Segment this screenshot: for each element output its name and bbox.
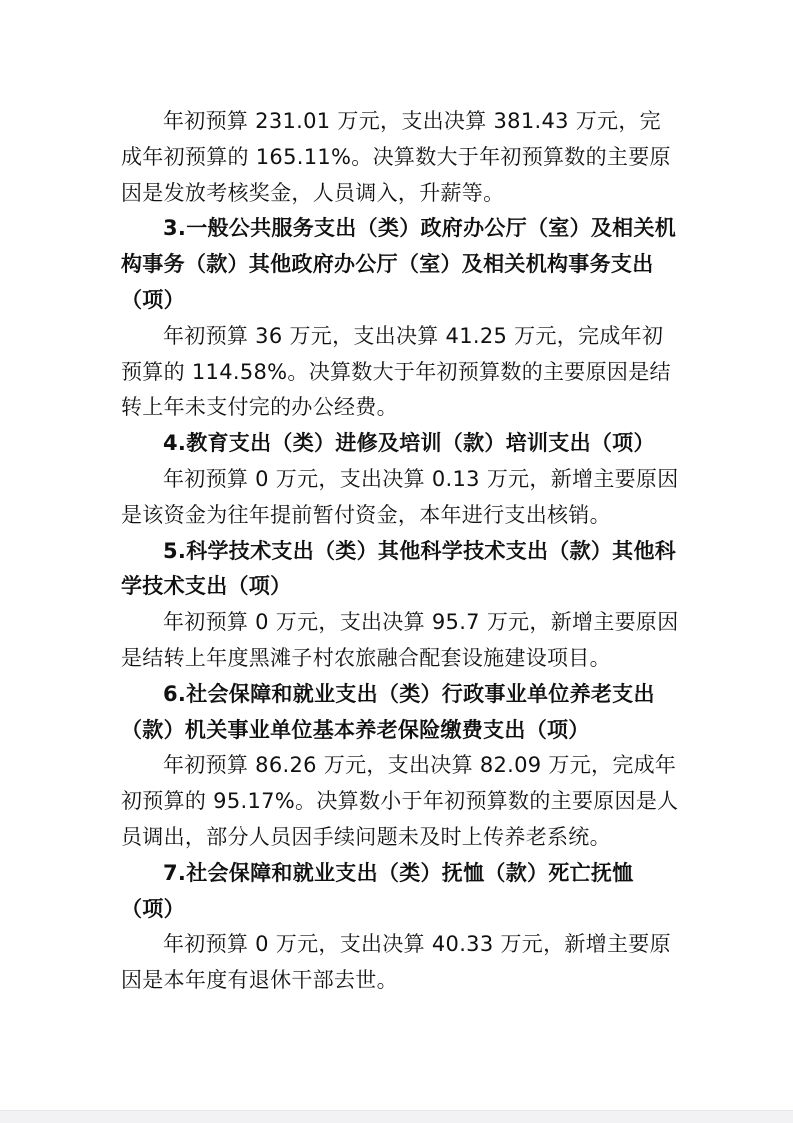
heading-item-7: 7.社会保障和就业支出（类）抚恤（款）死亡抚恤（项） [121, 860, 634, 921]
heading-item-4: 4.教育支出（类）进修及培训（款）培训支出（项） [163, 431, 655, 456]
paragraph-item-3: 年初预算 36 万元，支出决算 41.25 万元，完成年初预算的 114.58%。决算数大于年初预算数的主要原因是结转上年未支付完的办公经费。 [121, 323, 671, 420]
heading-item-3: 3.一般公共服务支出（类）政府办公厅（室）及相关机构事务（款）其他政府办公厅（室）及相关机构事务支出（项） [121, 216, 677, 312]
paragraph-item-4: 年初预算 0 万元，支出决算 0.13 万元，新增主要原因是该资金为往年提前暂付资金，本年进行支出核销。 [121, 466, 679, 527]
document-body [121, 104, 681, 999]
heading-item-6: 6.社会保障和就业支出（类）行政事业单位养老支出（款）机关事业单位基本养老保险缴费支出（项） [121, 681, 655, 742]
heading-item-5: 5.科学技术支出（类）其他科学技术支出（款）其他科学技术支出（项） [121, 538, 677, 599]
paragraph-item-7: 年初预算 0 万元，支出决算 40.33 万元，新增主要原因是本年度有退休干部去世。 [121, 932, 671, 993]
paragraph-budget-overall: 年初预算 231.01 万元，支出决算 381.43 万元，完成年初预算的 165.11%。决算数大于年初预算数的主要原因是发放考核奖金，人员调入，升薪等。 [121, 109, 671, 205]
page-bottom-strip [0, 1110, 793, 1123]
paragraph-item-6: 年初预算 86.26 万元，支出决算 82.09 万元，完成年初预算的 95.17%。决算数小于年初预算数的主要原因是人员调出，部分人员因手续问题未及时上传养老系统。 [121, 753, 679, 849]
paragraph-item-5: 年初预算 0 万元，支出决算 95.7 万元，新增主要原因是结转上年度黑滩子村农旅融合配套设施建设项目。 [121, 610, 679, 670]
